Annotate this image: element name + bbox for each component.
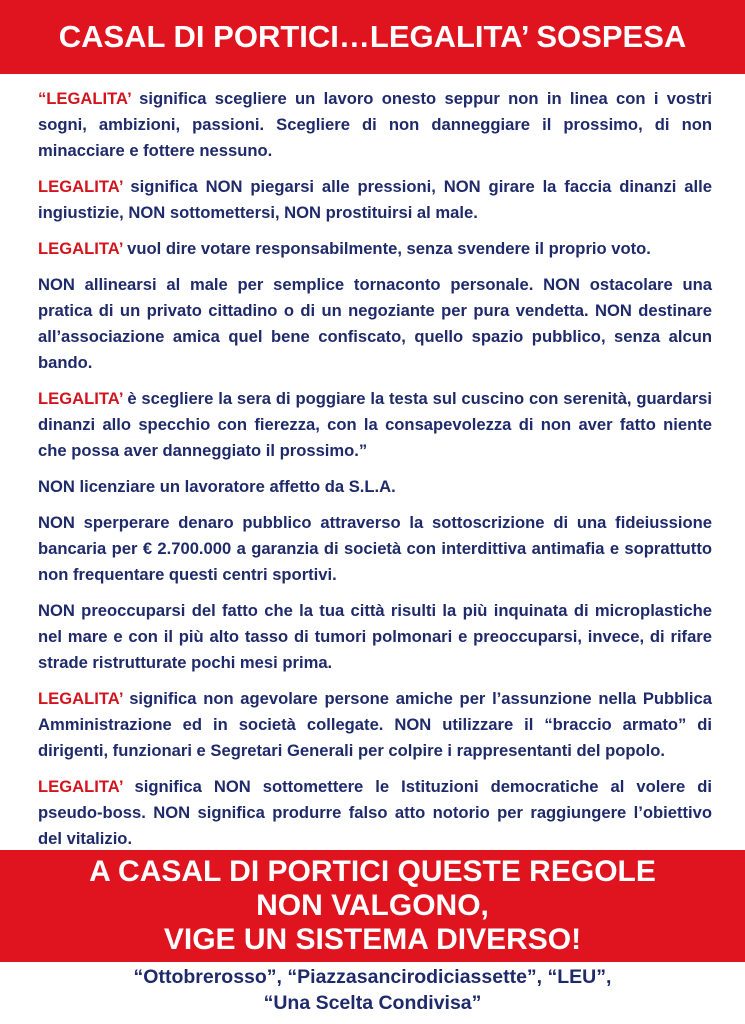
keyword-legalita: LEGALITA’ [38, 239, 123, 258]
paragraph [38, 174, 712, 226]
paragraph [38, 510, 712, 588]
paragraph [38, 386, 712, 464]
paragraph [38, 474, 712, 500]
paragraph-text: vuol dire votare responsabilmente, senza svendere il proprio voto. [122, 239, 651, 258]
header-banner [0, 0, 745, 74]
paragraph [38, 774, 712, 852]
signatures [0, 964, 745, 1016]
keyword-legalita: LEGALITA’ [38, 389, 123, 408]
keyword-legalita: LEGALITA’ [46, 89, 131, 108]
page-title: CASAL DI PORTICI…LEGALITA’ SOSPESA [58, 19, 687, 54]
paragraph [38, 236, 712, 262]
keyword-legalita: LEGALITA’ [38, 689, 123, 708]
footer-line: VIGE UN SISTEMA DIVERSO! [163, 923, 582, 956]
paragraph-text: NON sperperare denaro pubblico attraverso la sottoscrizione di una fideiussione bancaria per € 2.700.000 a garanzia di società con interdittiva antimafia e soprattutto non frequentare questi centri sportivi. [38, 513, 712, 584]
footer-banner [0, 850, 745, 962]
paragraph [38, 272, 712, 376]
paragraph [38, 86, 712, 164]
body-text [38, 86, 712, 862]
keyword-legalita: LEGALITA’ [38, 177, 123, 196]
footer-line: NON VALGONO, [256, 889, 489, 922]
paragraph-text: significa scegliere un lavoro onesto seppur non in linea con i vostri sogni, ambizioni, passioni. Scegliere di non danneggiare il prossimo, di non minacciare e fottere nessuno. [38, 89, 712, 160]
open-quote: “ [38, 89, 47, 108]
paragraph [38, 686, 712, 764]
paragraph-text: significa NON sottomettere le Istituzioni democratiche al volere di pseudo-boss. NON significa produrre falso atto notorio per raggiungere l’obiettivo del vitalizio. [38, 777, 712, 848]
keyword-legalita: LEGALITA’ [38, 777, 123, 796]
paragraph-text: significa NON piegarsi alle pressioni, NON girare la faccia dinanzi alle ingiustizie, NON sottomettersi, NON prostituirsi al male. [38, 177, 712, 222]
paragraph-text: è scegliere la sera di poggiare la testa sul cuscino con serenità, guardarsi dinanzi allo specchio con fierezza, con la consapevolezza di non aver fatto niente che possa aver danneggiato il prossimo.” [38, 389, 712, 460]
footer-line: A CASAL DI PORTICI QUESTE REGOLE [89, 855, 656, 888]
signature-line: “Ottobrerosso”, “Piazzasancirodiciassette”, “LEU”, [133, 966, 612, 988]
paragraph-text: significa non agevolare persone amiche per l’assunzione nella Pubblica Amministrazione ed in società collegate. NON utilizzare il “braccio armato” di dirigenti, funzionari e Segretari Generali per colpire i rappresentanti del popolo. [38, 689, 712, 760]
paragraph-text: NON preoccuparsi del fatto che la tua città risulti la più inquinata di microplastiche nel mare e con il più alto tasso di tumori polmonari e preoccuparsi, invece, di rifare strade ristrutturate pochi mesi prima. [38, 601, 712, 672]
paragraph-text: NON allinearsi al male per semplice tornaconto personale. NON ostacolare una pratica di un privato cittadino o di un negoziante per pura vendetta. NON destinare all’associazione amica quel bene confiscato, quello spazio pubblico, senza alcun bando. [38, 275, 712, 372]
paragraph-text: NON licenziare un lavoratore affetto da S.L.A. [38, 477, 396, 496]
signature-line: “Una Scelta Condivisa” [263, 992, 482, 1014]
paragraph [38, 598, 712, 676]
